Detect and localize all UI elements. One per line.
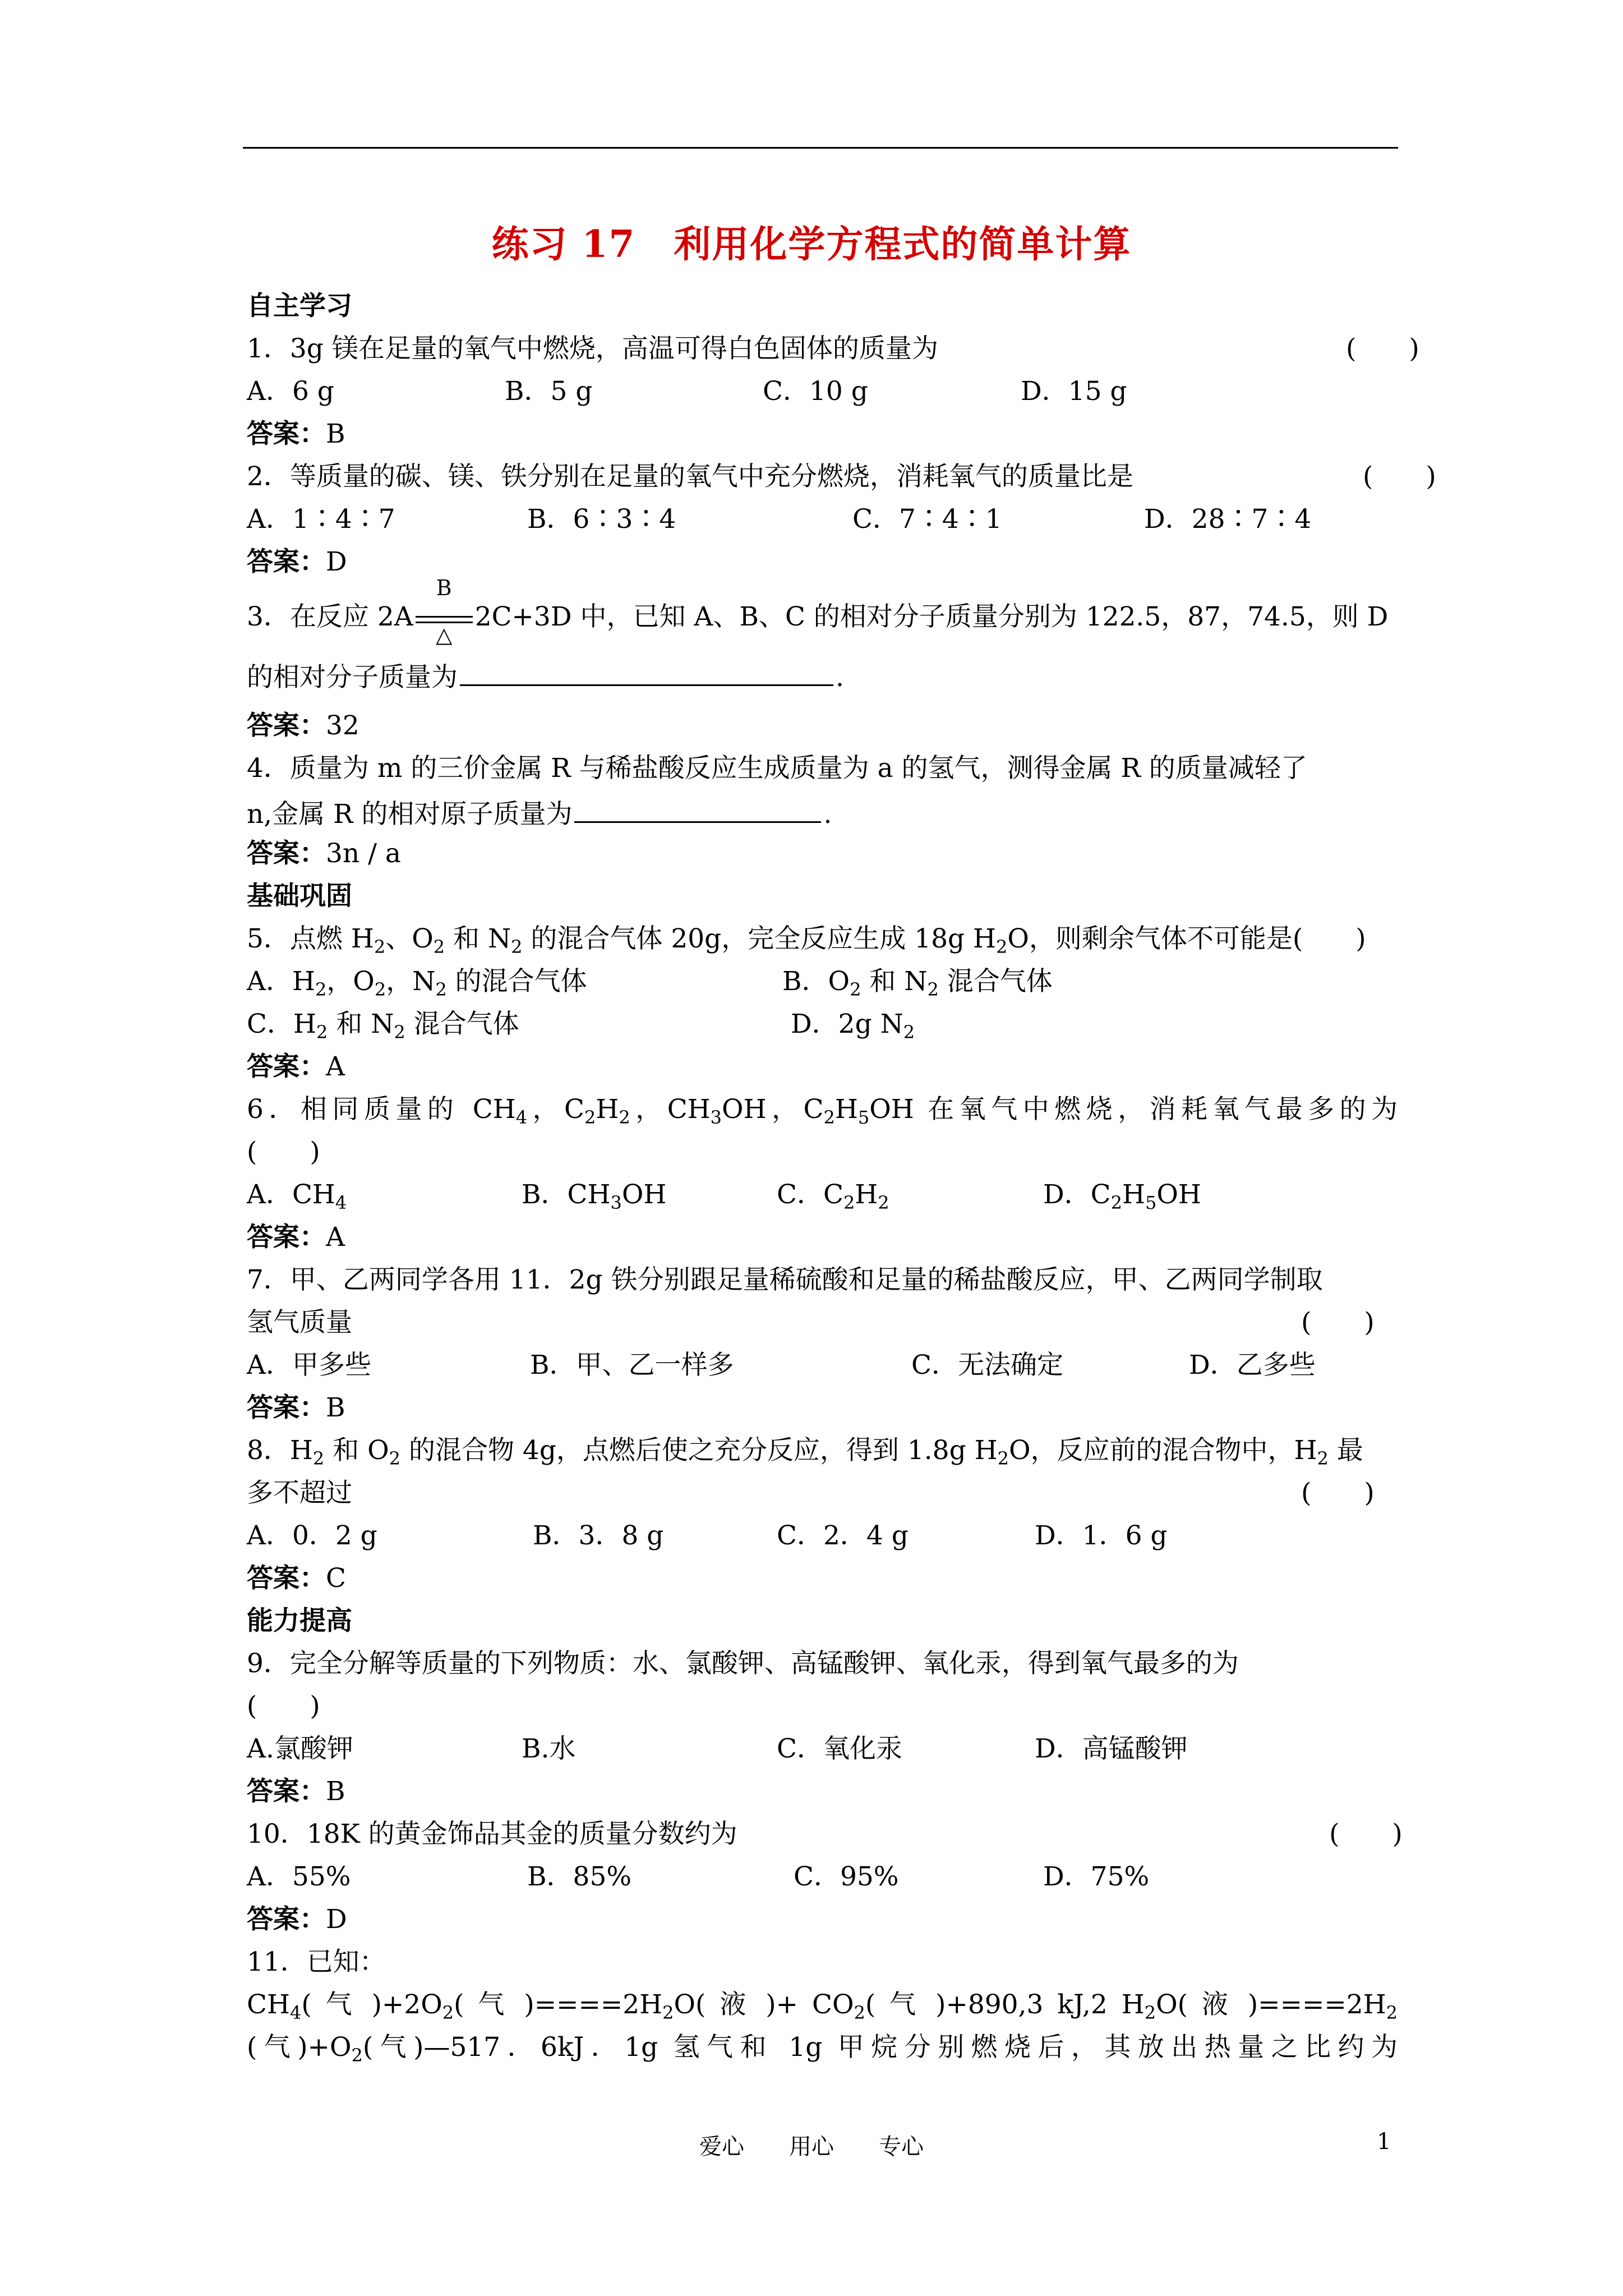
text: 、O [385, 923, 434, 954]
page-number: 1 [1377, 2129, 1391, 2155]
option-a: A．$H_2$，$O_2$，$N_2$ 的混合气体 [247, 966, 587, 1000]
question-stem: 10．18K 的黄金饰品其金的质量分数约为 [247, 1819, 737, 1849]
heating-symbol: △ [436, 623, 453, 647]
option-a: A．$CH_4$ [247, 1179, 347, 1213]
answer-value: B [326, 418, 345, 449]
options-7 [247, 1344, 1398, 1387]
text: O( 液 )+ CO [674, 1989, 854, 2020]
question-8-line-2 [247, 1472, 1398, 1515]
question-9 [247, 1642, 1398, 1685]
subscript: 4 [289, 2002, 302, 2023]
subscript: 2 [442, 2002, 454, 2023]
subscript: 2 [374, 936, 386, 958]
answer-label: 答案： [247, 710, 326, 741]
text: 的混合物 4g，点燃后使之充分反应，得到 1.8g H [400, 1435, 998, 1466]
question-stem: n,金属 R 的相对原子质量为 [247, 799, 573, 830]
option-d: D．1．6 g [1035, 1520, 1168, 1551]
text: 的混合气体 20g，完全反应生成 18g H [522, 923, 997, 954]
question-7 [247, 1259, 1398, 1301]
answer-value: A [326, 1051, 345, 1082]
subscript: 2 [662, 2002, 674, 2023]
subscript: 2 [312, 1448, 325, 1469]
text: ( 气 )+2O [301, 1989, 442, 2020]
option-c: C．氧化汞 [777, 1733, 902, 1764]
footer-motto: 爱心 用心 专心 [699, 2134, 924, 2160]
option-c: C．2．4 g [777, 1520, 909, 1551]
answer-5 [247, 1046, 1398, 1088]
option-c: C．$C_2H_2$ [777, 1179, 889, 1213]
answer-label: 答案： [247, 1563, 326, 1594]
text: CH [247, 1989, 290, 2020]
options-2 [247, 498, 1398, 541]
question-stem: 11．已知： [247, 1947, 386, 1977]
option-d: D．乙多些 [1189, 1350, 1316, 1381]
text: 最 [1328, 1435, 1363, 1466]
subscript: 2 [997, 1448, 1009, 1469]
answer-value: D [326, 546, 347, 577]
answer-label: 答案： [247, 838, 326, 869]
answer-value: A [326, 1222, 345, 1253]
answer-label: 答案： [247, 1392, 326, 1423]
question-stem: 9．完全分解等质量的下列物质：水、氯酸钾、高锰酸钾、氧化汞，得到氧气最多的为 [247, 1648, 1239, 1679]
subscript: 4 [515, 1107, 528, 1128]
subscript: 2 [1144, 2002, 1156, 2023]
text: H [596, 1094, 619, 1125]
answer-parentheses: ( ) [247, 1137, 320, 1167]
catalyst-label: B [436, 576, 452, 600]
option-a: A．6 g [247, 376, 334, 407]
question-stem: 氢气质量 [247, 1307, 352, 1338]
answer-7 [247, 1387, 1398, 1429]
answer-label: 答案： [247, 1904, 326, 1935]
options-5-row-2 [247, 1003, 1398, 1046]
text: 6．相同质量的 CH [247, 1094, 516, 1125]
question-3 [247, 576, 1398, 651]
subscript: 2 [584, 1107, 596, 1128]
subscript: 2 [996, 936, 1008, 958]
reaction-arrow [413, 576, 475, 647]
text: O，反应前的混合物中，H [1008, 1435, 1317, 1466]
arrow-line [416, 616, 473, 618]
option-d: D．高锰酸钾 [1035, 1733, 1188, 1764]
question-stem: 3．在反应 2A [247, 601, 413, 632]
text: (气)—517．6kJ．1g 氢气和 1g 甲烷分别燃烧后，其放出热量之比约为 [362, 2032, 1398, 2063]
answer-3 [247, 705, 1398, 747]
options-5-row-1 [247, 960, 1398, 1003]
text: OH 在氧气中燃烧，消耗氧气最多的为 [869, 1094, 1398, 1125]
header-rule [243, 147, 1398, 149]
answer-value: C [326, 1563, 346, 1594]
option-c: C．95% [794, 1861, 899, 1892]
option-b: B．3．8 g [533, 1520, 664, 1551]
answer-value: D [326, 1904, 347, 1935]
answer-1 [247, 413, 1398, 455]
question-5 [247, 918, 1398, 960]
option-a: A．55% [247, 1861, 351, 1892]
answer-blank [460, 653, 833, 686]
answer-parentheses: ( ) [247, 1691, 320, 1722]
subscript: 3 [710, 1107, 722, 1128]
answer-parentheses: ( ) [1363, 461, 1436, 492]
option-d: D．15 g [1021, 376, 1127, 407]
answer-label: 答案： [247, 1051, 326, 1082]
section-heading: 基础巩固 [247, 881, 352, 912]
exercise-content [247, 285, 1436, 2069]
option-d: D．2g $N_2$ [791, 1009, 915, 1043]
question-4 [247, 747, 1398, 790]
question-10 [247, 1813, 1403, 1856]
options-6 [247, 1174, 1398, 1216]
answer-parentheses: ( ) [1292, 923, 1366, 954]
answer-10 [247, 1898, 1398, 1941]
section-heading: 自主学习 [247, 291, 352, 321]
option-b: B.水 [522, 1733, 576, 1764]
text: 5．点燃 H [247, 923, 374, 954]
subscript: 2 [433, 936, 445, 958]
period: . [823, 799, 832, 830]
answer-label: 答案： [247, 1222, 326, 1253]
question-stem: 4．质量为 m 的三价金属 R 与稀盐酸反应生成质量为 a 的氢气，测得金属 R 的质量减轻了 [247, 753, 1307, 784]
question-7-line-2 [247, 1301, 1398, 1344]
question-6-line-2 [247, 1131, 1398, 1174]
question-4-line-2 [247, 790, 1398, 832]
text: 和 N [445, 923, 511, 954]
text: ( 气 )====2H [454, 1989, 663, 2020]
question-6 [247, 1088, 1398, 1131]
subscript: 2 [1386, 2002, 1398, 2023]
option-d: D．$C_2H_5OH$ [1043, 1179, 1201, 1213]
text: OH，C [722, 1094, 824, 1125]
text: (气)+O [247, 2032, 352, 2063]
question-stem: 的相对分子质量为 [247, 662, 458, 693]
answer-parentheses: ( ) [1346, 333, 1419, 364]
option-d: D．28∶7∶4 [1144, 504, 1312, 535]
options-10 [247, 1856, 1398, 1898]
page-title: 练习 17 利用化学方程式的简单计算 [491, 222, 1132, 266]
option-a: A．0．2 g [247, 1520, 377, 1551]
text: ( 气 )+890,3 kJ,2 H [865, 1989, 1145, 2020]
answer-parentheses: ( ) [1301, 1307, 1375, 1338]
subscript: 2 [619, 1107, 630, 1128]
subscript: 2 [823, 1107, 835, 1128]
section-heading: 能力提高 [247, 1605, 352, 1636]
option-b: B．5 g [505, 376, 593, 407]
option-a: A.氯酸钾 [247, 1733, 353, 1764]
answer-label: 答案： [247, 418, 326, 449]
question-stem: 7．甲、乙两同学各用 11．2g 铁分别跟足量稀硫酸和足量的稀盐酸反应，甲、乙两同学制取 [247, 1264, 1323, 1295]
question-11-equation-2 [247, 2026, 1398, 2069]
text: O，则剩余气体不可能是 [1007, 923, 1293, 954]
subscript: 2 [1317, 1448, 1329, 1469]
answer-value: B [326, 1392, 345, 1423]
question-stem: 1．3g 镁在足量的氧气中燃烧，高温可得白色固体的质量为 [247, 333, 938, 364]
answer-label: 答案： [247, 546, 326, 577]
option-a: A．甲多些 [247, 1350, 371, 1381]
option-b: B．$CH_3OH$ [522, 1179, 667, 1213]
subscript: 2 [389, 1448, 401, 1469]
question-stem-cont: 2C+3D 中，已知 A、B、C 的相对分子质量分别为 122.5，87，74.5，则 D [474, 601, 1389, 632]
subscript: 2 [854, 2002, 865, 2023]
option-b: B．6∶3∶4 [527, 504, 676, 535]
answer-6 [247, 1216, 1398, 1259]
options-8 [247, 1515, 1398, 1557]
subscript: 2 [351, 2045, 363, 2066]
option-c: C．$H_2$ 和 $N_2$ 混合气体 [247, 1009, 519, 1043]
answer-label: 答案： [247, 1776, 326, 1807]
answer-4 [247, 832, 1398, 875]
question-11 [247, 1941, 1398, 1984]
option-b: B．85% [527, 1861, 632, 1892]
text: ，CH [630, 1094, 711, 1125]
answer-8 [247, 1557, 1398, 1600]
question-1 [247, 328, 1419, 370]
period: . [836, 662, 844, 693]
option-a: A．1∶4∶7 [247, 504, 395, 535]
subscript: 5 [857, 1107, 870, 1128]
option-c: C．10 g [763, 376, 868, 407]
question-8 [247, 1429, 1398, 1472]
option-b: B．$O_2$ 和 $N_2$ 混合气体 [782, 966, 1053, 1000]
question-stem: 多不超过 [247, 1478, 352, 1508]
text: ，C [527, 1094, 585, 1125]
option-d: D．75% [1043, 1861, 1150, 1892]
question-2 [247, 455, 1436, 498]
options-1 [247, 370, 1398, 413]
question-11-equation-1 [247, 1984, 1398, 2026]
question-stem: 2．等质量的碳、镁、铁分别在足量的氧气中充分燃烧，消耗氧气的质量比是 [247, 461, 1133, 492]
answer-blank [574, 790, 821, 823]
text: 和 O [324, 1435, 389, 1466]
text: H [834, 1094, 858, 1125]
option-c: C．7∶4∶1 [852, 504, 1002, 535]
answer-9 [247, 1770, 1398, 1813]
subscript: 2 [511, 936, 523, 958]
answer-value: B [326, 1776, 345, 1807]
option-c: C．无法确定 [911, 1350, 1063, 1381]
answer-parentheses: ( ) [1301, 1478, 1375, 1508]
question-3-line-2 [247, 651, 1398, 705]
text: O( 液 )====2H [1156, 1989, 1386, 2020]
option-b: B．甲、乙一样多 [530, 1350, 734, 1381]
options-9 [247, 1728, 1398, 1770]
answer-value: 32 [326, 710, 359, 741]
answer-parentheses: ( ) [1329, 1819, 1403, 1849]
text: 8．H [247, 1435, 313, 1466]
question-9-line-2 [247, 1685, 1398, 1728]
answer-value: 3n / a [326, 838, 401, 869]
